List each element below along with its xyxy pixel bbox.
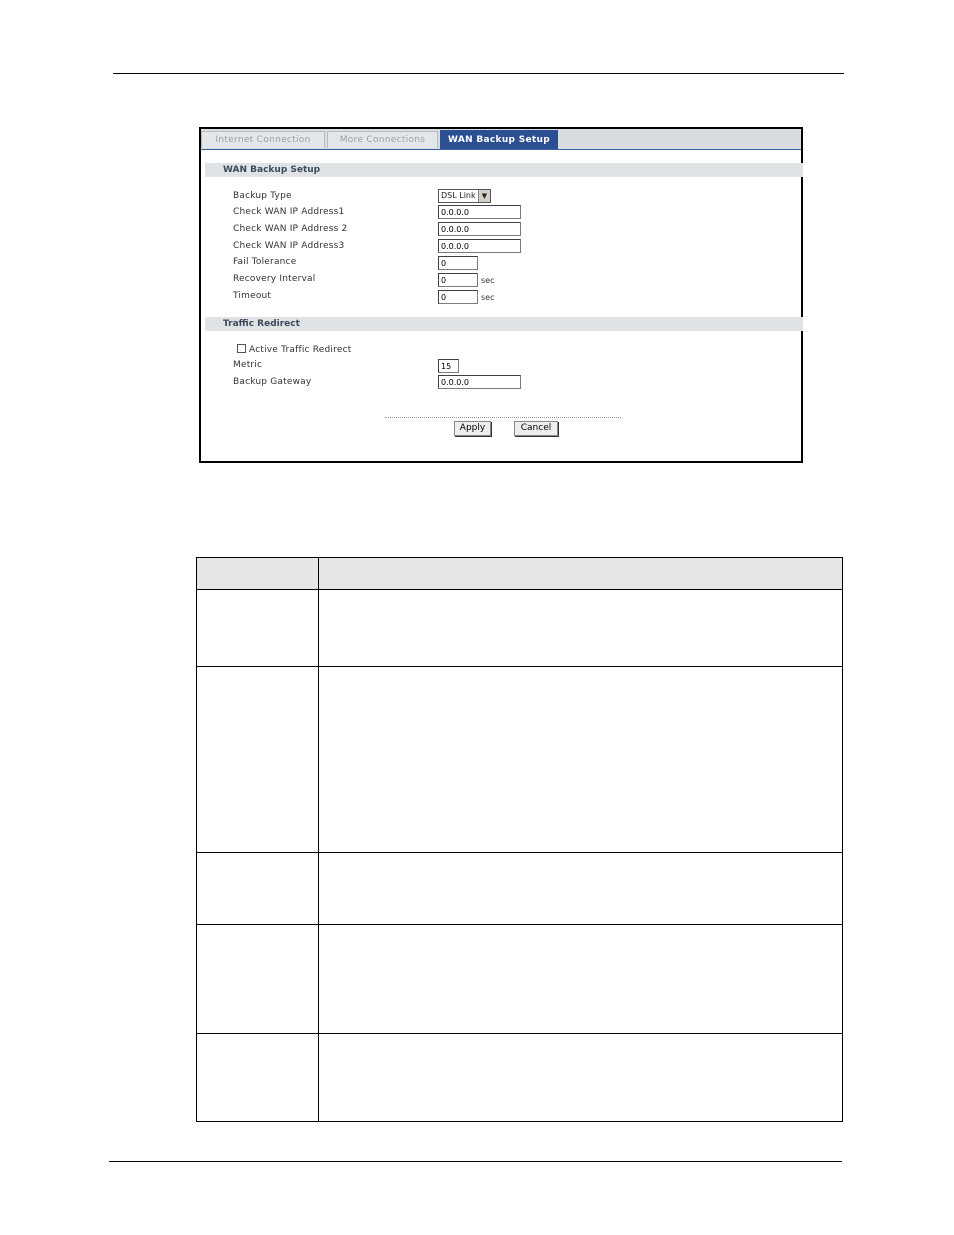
backup-gateway-label: Backup Gateway	[233, 377, 312, 387]
fail-tolerance-label: Fail Tolerance	[233, 257, 297, 267]
table-row	[197, 853, 843, 925]
backup-type-value: DSL Link	[441, 191, 476, 200]
active-traffic-redirect-checkbox[interactable]	[237, 344, 246, 353]
wan-backup-section-title: WAN Backup Setup	[205, 163, 803, 177]
fail-tolerance-input[interactable]	[438, 256, 478, 270]
screenshot-frame	[199, 127, 803, 463]
field-description-table	[196, 557, 843, 1122]
recovery-interval-unit: sec	[481, 276, 495, 285]
table-cell	[197, 590, 319, 667]
check-ip2-label: Check WAN IP Address 2	[233, 224, 348, 234]
table-cell	[197, 667, 319, 853]
table-cell	[197, 853, 319, 925]
table-header-cell	[319, 558, 843, 590]
traffic-redirect-section-title: Traffic Redirect	[205, 317, 803, 331]
apply-button[interactable]: Apply	[454, 421, 491, 436]
table-row	[197, 925, 843, 1034]
tab-more-connections[interactable]: More Connections	[327, 131, 438, 148]
table-row	[197, 1034, 843, 1122]
button-divider	[385, 417, 621, 418]
header-rule	[113, 73, 844, 74]
check-ip3-label: Check WAN IP Address3	[233, 241, 345, 251]
check-ip2-input[interactable]	[438, 222, 521, 236]
backup-type-label: Backup Type	[233, 191, 292, 201]
check-ip3-input[interactable]	[438, 239, 521, 253]
table-header-row	[197, 558, 843, 590]
table-row	[197, 590, 843, 667]
tab-internet-connection[interactable]: Internet Connection	[201, 131, 325, 148]
timeout-label: Timeout	[233, 291, 272, 301]
timeout-input[interactable]	[438, 290, 478, 304]
table-cell	[319, 925, 843, 1034]
tab-wan-backup-setup[interactable]: WAN Backup Setup	[440, 130, 558, 149]
metric-label: Metric	[233, 360, 263, 370]
table-cell	[319, 667, 843, 853]
tab-bar	[201, 129, 801, 150]
table-cell	[319, 1034, 843, 1122]
chevron-down-icon: ▼	[478, 190, 490, 202]
recovery-interval-input[interactable]	[438, 273, 478, 287]
cancel-button[interactable]: Cancel	[514, 421, 558, 436]
footer-rule	[109, 1161, 842, 1162]
table-cell	[197, 925, 319, 1034]
backup-type-select[interactable]	[438, 189, 491, 203]
table-row	[197, 667, 843, 853]
table-cell	[319, 590, 843, 667]
recovery-interval-label: Recovery Interval	[233, 274, 316, 284]
active-traffic-redirect-label: Active Traffic Redirect	[249, 345, 352, 355]
backup-gateway-input[interactable]	[438, 375, 521, 389]
check-ip1-label: Check WAN IP Address1	[233, 207, 345, 217]
table-cell	[319, 853, 843, 925]
metric-input[interactable]	[438, 359, 459, 373]
table-header-cell	[197, 558, 319, 590]
table-cell	[197, 1034, 319, 1122]
timeout-unit: sec	[481, 293, 495, 302]
check-ip1-input[interactable]	[438, 205, 521, 219]
